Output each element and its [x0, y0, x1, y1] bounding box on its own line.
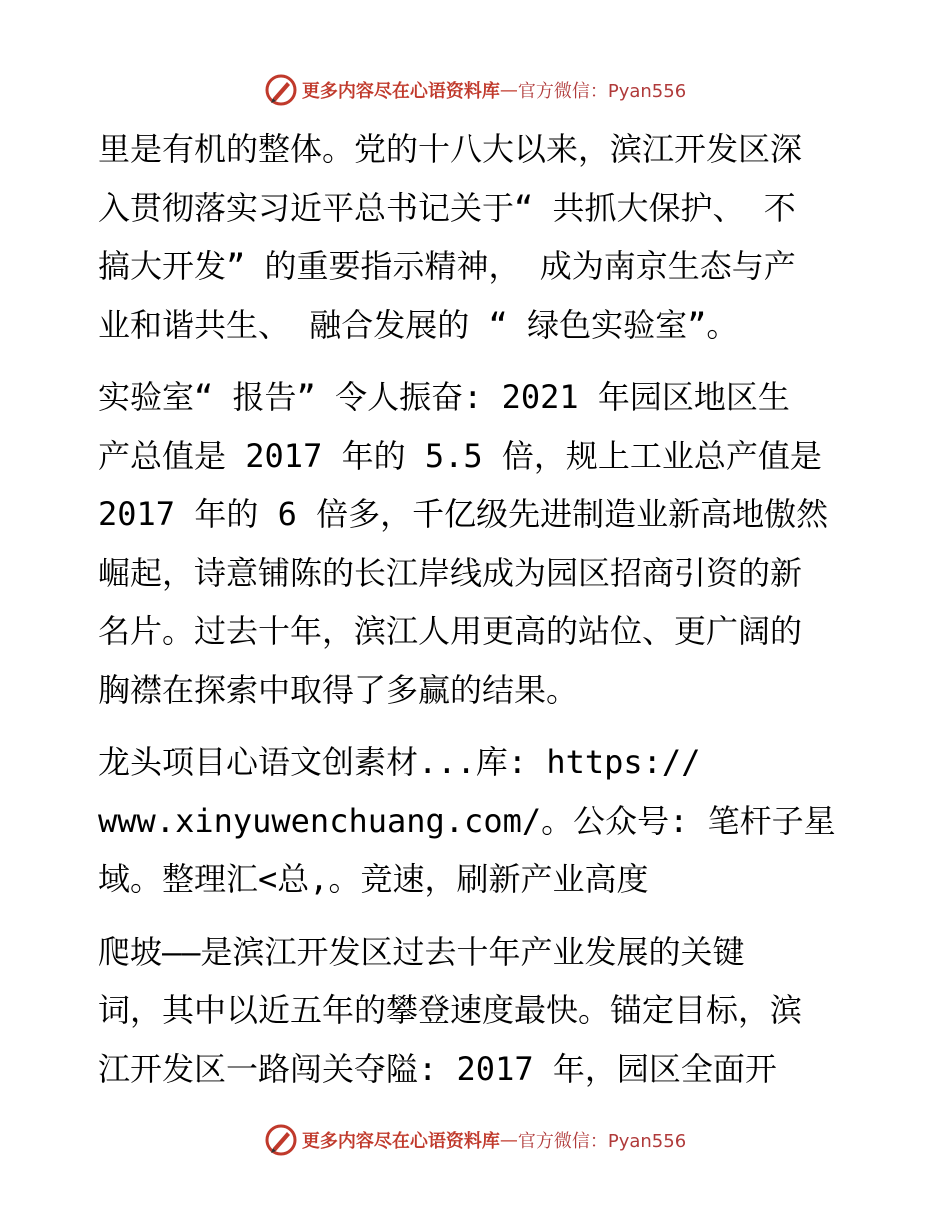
paragraph-3: [98, 733, 858, 909]
text-line: 业和谐共生、 融合发展的 “ 绿色实验室”。: [98, 305, 739, 344]
text-line: 产总值是 2017 年的 5.5 倍，规上工业总产值是: [98, 436, 822, 475]
text-line: 实验室“ 报告” 令人振奋: 2021 年园区地区生: [98, 378, 790, 416]
text-line: 名片。过去十年，滨江人用更高的站位、更广阔的: [98, 612, 803, 650]
text-line: 搞大开发” 的重要指示精神， 成为南京生态与产: [98, 247, 796, 285]
text-line: 入贯彻落实习近平总书记关于“ 共抓大保护、 不: [98, 188, 796, 227]
document-body: [98, 120, 858, 1098]
banner-contact-text: 官方微信：Pyan556: [517, 1131, 687, 1152]
text-line: 江开发区一路闯关夺隘: 2017 年，园区全面开: [98, 1049, 777, 1088]
text-line: www.xinyuwenchuang.com/。公众号: 笔杆子星: [98, 801, 836, 840]
paragraph-4: [98, 923, 858, 1099]
banner-separator: —: [499, 1129, 518, 1151]
banner-brand-text: 更多内容尽在心语资料库: [301, 1131, 500, 1152]
text-line: 2017 年的 6 倍多，千亿级先进制造业新高地傲然: [98, 495, 829, 533]
paragraph-1: [98, 120, 858, 354]
text-line: 胸襟在探索中取得了多赢的结果。: [98, 670, 579, 709]
text-line: 崛起，诗意铺陈的长江岸线成为园区招商引资的新: [98, 553, 803, 592]
paragraph-2: [98, 368, 858, 719]
pen-logo-icon: [264, 73, 298, 107]
text-line: 爬坡——是滨江开发区过去十年产业发展的关键: [98, 932, 745, 971]
text-line: 域。整理汇<总,。竞速，刷新产业高度: [98, 860, 649, 898]
text-line: 里是有机的整体。党的十八大以来，滨江开发区深: [98, 130, 803, 168]
footer-banner: [0, 1122, 950, 1158]
text-line: 词，其中以近五年的攀登速度最快。锚定目标，滨: [98, 991, 803, 1029]
header-banner: [0, 72, 950, 108]
banner-contact-text: 官方微信：Pyan556: [517, 81, 687, 102]
banner-brand-text: 更多内容尽在心语资料库: [301, 81, 500, 102]
text-line: 龙头项目心语文创素材...库: https://: [98, 743, 701, 781]
pen-logo-icon: [264, 1123, 298, 1157]
banner-separator: —: [499, 79, 518, 101]
